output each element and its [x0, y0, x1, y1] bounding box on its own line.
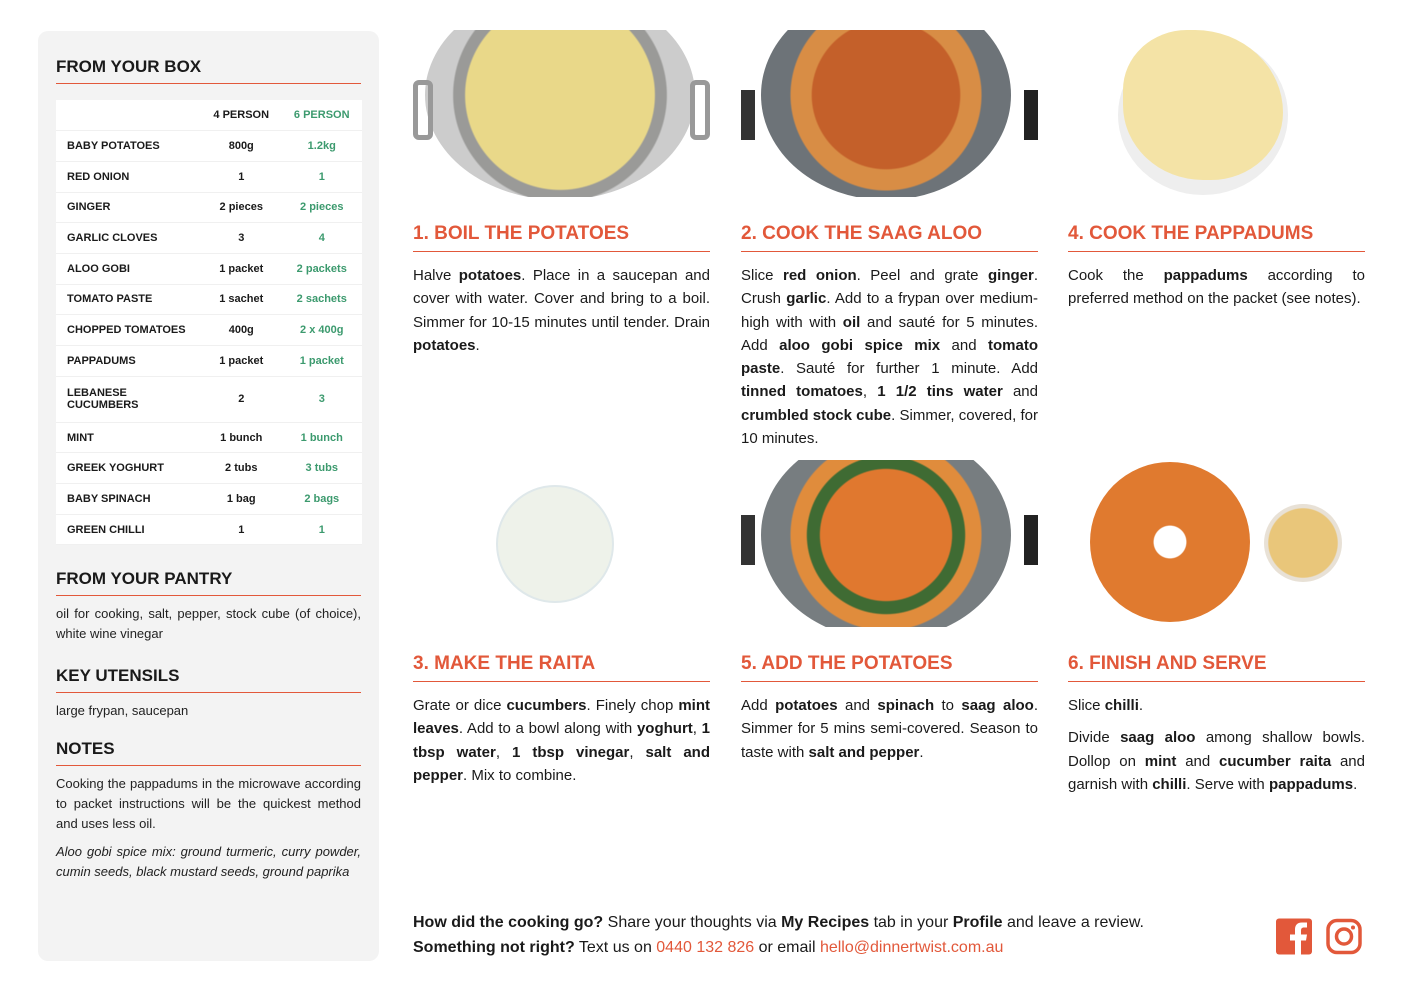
instruction-text: Grate or dice — [413, 697, 507, 714]
qty-4-person: 1 bag — [201, 484, 282, 515]
instruction-text: . Add to a bowl along with — [458, 720, 637, 738]
ingredient-highlight: yoghurt — [636, 720, 693, 738]
table-row — [56, 284, 362, 315]
column-header: 4 PERSON — [201, 100, 282, 131]
qty-6-person: 2 pieces — [282, 192, 363, 223]
ingredient-name: BABY SPINACH — [56, 484, 201, 515]
step-photo — [1068, 460, 1365, 627]
ingredient-highlight: mint — [1144, 752, 1177, 770]
instruction-text: , — [495, 743, 512, 761]
ingredient-highlight: salt and pepper — [808, 743, 920, 761]
qty-4-person: 1 packet — [201, 253, 282, 284]
ingredient-name: GARLIC CLOVES — [56, 223, 201, 254]
qty-6-person: 2 packets — [282, 253, 363, 284]
sidebar — [38, 31, 379, 961]
step-title: 2. COOK THE SAAG ALOO — [741, 223, 1038, 252]
ingredient-highlight: red onion — [783, 267, 857, 284]
step-instructions — [413, 694, 710, 787]
table-row — [56, 253, 362, 284]
step-6 — [1068, 460, 1365, 796]
column-header — [56, 100, 201, 131]
feedback-question: How did the cooking go? — [413, 914, 604, 931]
phone-link[interactable]: 0440 132 826 — [656, 939, 755, 956]
ingredient-name: BABY POTATOES — [56, 131, 201, 162]
qty-4-person: 3 — [201, 223, 282, 254]
step-2 — [741, 30, 1038, 450]
instruction-text: Add — [741, 697, 776, 714]
table-row — [56, 453, 362, 484]
ingredient-highlight: cucumber raita — [1219, 752, 1332, 770]
qty-6-person: 1 bunch — [282, 422, 363, 453]
instruction-text: . Simmer for 5 mins semi-covered. Season to taste with — [741, 697, 1038, 761]
step-instructions — [1068, 694, 1365, 796]
step-photo — [1068, 30, 1365, 197]
instruction-text: . Add to a frypan over medium-high with with — [741, 290, 1038, 331]
qty-6-person: 2 sachets — [282, 284, 363, 315]
instruction-text: . Peel and grate — [856, 267, 988, 284]
instruction-text: Slice — [1068, 697, 1105, 714]
column-header: 6 PERSON — [282, 100, 363, 131]
ingredient-highlight: chilli — [1104, 697, 1139, 714]
ingredient-highlight: chilli — [1152, 775, 1187, 793]
qty-6-person: 1.2kg — [282, 131, 363, 162]
qty-4-person: 1 packet — [201, 346, 282, 377]
instruction-text: , — [629, 743, 646, 761]
table-row — [56, 514, 362, 545]
step-photo — [413, 30, 710, 197]
ingredient-highlight: pappadums — [1163, 267, 1248, 284]
ingredient-highlight: aloo gobi spice mix — [779, 336, 941, 354]
instruction-text: Slice — [741, 267, 783, 284]
notes-title: NOTES — [56, 739, 361, 766]
step-title: 5. ADD THE POTATOES — [741, 653, 1038, 682]
ingredient-name: PAPPADUMS — [56, 346, 201, 377]
step-title: 4. COOK THE PAPPADUMS — [1068, 223, 1365, 252]
qty-4-person: 1 — [201, 161, 282, 192]
ingredient-highlight: crumbled stock cube — [741, 406, 892, 424]
ingredient-highlight: tomato paste — [741, 336, 1038, 378]
table-row — [56, 376, 362, 422]
table-row — [56, 315, 362, 346]
pantry-text: oil for cooking, salt, pepper, stock cube (of choice), white wine vinegar — [56, 606, 361, 642]
ingredient-highlight: mint leaves — [413, 697, 710, 738]
step-photo — [413, 460, 710, 627]
instruction-text: . Serve with — [1186, 775, 1269, 793]
qty-4-person: 2 pieces — [201, 192, 282, 223]
footer-text: tab in your — [869, 914, 953, 931]
instruction-text: . Crush — [741, 267, 1039, 308]
instruction-text: . Place in a saucepan and cover with water. Cover and bring to a boil. Simmer for 10-15 minutes until tender. Drain — [413, 267, 710, 331]
ingredient-highlight: 1 tbsp water — [413, 720, 710, 761]
utensils-title: KEY UTENSILS — [56, 666, 361, 693]
ingredient-name: MINT — [56, 422, 201, 453]
qty-6-person: 3 — [282, 376, 363, 422]
support-question: Something not right? — [413, 939, 575, 956]
footer — [413, 910, 1144, 960]
instruction-text: and garnish with — [1068, 752, 1365, 793]
ingredient-name: GREEK YOGHURT — [56, 453, 201, 484]
my-recipes-label: My Recipes — [781, 914, 870, 931]
step-3 — [1068, 30, 1365, 311]
ingredient-name: GINGER — [56, 192, 201, 223]
notes-text: Cooking the pappadums in the microwave according to packet instructions will be the quickest method and uses less oil. — [56, 776, 361, 832]
pantry-title: FROM YOUR PANTRY — [56, 569, 361, 596]
instruction-text: and — [837, 697, 878, 714]
qty-4-person: 1 — [201, 514, 282, 545]
ingredient-highlight: garlic — [786, 290, 827, 308]
ingredient-name: RED ONION — [56, 161, 201, 192]
qty-4-person: 1 sachet — [201, 284, 282, 315]
table-row — [56, 131, 362, 162]
instruction-text: according to preferred method on the packet (see notes). — [1068, 267, 1365, 308]
profile-label: Profile — [952, 914, 1003, 931]
ingredient-name: CHOPPED TOMATOES — [56, 315, 201, 346]
table-row — [56, 223, 362, 254]
ingredient-highlight: oil — [842, 313, 861, 331]
instruction-text: among shallow bowls. Dollop on — [1068, 729, 1365, 770]
ingredient-highlight: salt and pepper — [413, 743, 710, 784]
footer-text: and leave a review. — [1002, 914, 1144, 931]
ingredient-name: LEBANESE CUCUMBERS — [56, 376, 201, 422]
step-title: 1. BOIL THE POTATOES — [413, 223, 710, 252]
ingredient-highlight: potatoes — [413, 336, 476, 354]
ingredient-highlight: 1 tbsp vinegar — [512, 743, 630, 761]
instruction-text: . Mix to combine. — [463, 766, 577, 784]
table-row — [56, 422, 362, 453]
ingredient-highlight: saag aloo — [961, 697, 1034, 714]
table-header — [56, 100, 362, 131]
qty-6-person: 3 tubs — [282, 453, 363, 484]
qty-6-person: 1 — [282, 514, 363, 545]
step-title: 6. FINISH AND SERVE — [1068, 653, 1365, 682]
email-link[interactable]: hello@dinnertwist.com.au — [819, 939, 1004, 956]
notes-spice-mix: Aloo gobi spice mix: ground turmeric, curry powder, cumin seeds, black mustard seeds, ground paprika — [56, 844, 361, 880]
instruction-text: and — [1176, 752, 1220, 770]
instruction-text: Divide — [1068, 729, 1121, 747]
box-title: FROM YOUR BOX — [56, 57, 361, 84]
step-instructions — [413, 264, 710, 357]
instruction-text: . Sauté for further 1 minute. Add — [780, 360, 1038, 378]
qty-6-person: 1 packet — [282, 346, 363, 377]
table-row — [56, 346, 362, 377]
step-instructions — [1068, 264, 1365, 311]
ingredient-highlight: tinned tomatoes — [741, 383, 863, 401]
ingredient-name: TOMATO PASTE — [56, 284, 201, 315]
ingredient-highlight: cucumbers — [506, 697, 587, 714]
ingredient-highlight: pappadums — [1268, 775, 1354, 793]
step-title: 3. MAKE THE RAITA — [413, 653, 710, 682]
utensils-text: large frypan, saucepan — [56, 703, 189, 719]
ingredients-table — [56, 100, 362, 545]
qty-6-person: 2 x 400g — [282, 315, 363, 346]
instruction-text: . — [475, 336, 480, 354]
instruction-text: and — [1002, 383, 1038, 401]
instruction-text: Cook the — [1068, 267, 1164, 284]
step-photo — [741, 30, 1038, 197]
ingredient-highlight: potatoes — [458, 267, 522, 284]
table-row — [56, 192, 362, 223]
ingredient-highlight: saag aloo — [1120, 729, 1196, 747]
footer-text: Share your thoughts via — [603, 914, 782, 931]
step-instructions — [741, 264, 1038, 450]
instruction-text: and sauté for 5 minutes. Add — [741, 313, 1038, 354]
ingredient-highlight: ginger — [988, 267, 1034, 284]
qty-4-person: 2 — [201, 376, 282, 422]
ingredient-highlight: 1 1/2 tins water — [877, 383, 1003, 401]
qty-6-person: 2 bags — [282, 484, 363, 515]
instruction-text: . Finely chop — [586, 697, 679, 714]
step-photo — [741, 460, 1038, 627]
qty-6-person: 4 — [282, 223, 363, 254]
instruction-text: Halve — [413, 267, 459, 284]
instagram-icon[interactable] — [1326, 918, 1362, 955]
instruction-text: to — [934, 697, 962, 714]
instruction-text: . — [919, 743, 924, 761]
table-row — [56, 484, 362, 515]
footer-text: or email — [754, 939, 820, 956]
qty-4-person: 1 bunch — [201, 422, 282, 453]
step-5 — [741, 460, 1038, 764]
ingredient-highlight: potatoes — [775, 697, 838, 714]
qty-6-person: 1 — [282, 161, 363, 192]
table-row — [56, 161, 362, 192]
step-4 — [413, 460, 710, 787]
ingredient-name: GREEN CHILLI — [56, 514, 201, 545]
instruction-text: , — [692, 720, 702, 738]
instruction-text: and — [940, 336, 988, 354]
ingredient-highlight: spinach — [877, 697, 935, 714]
step-instructions — [741, 694, 1038, 764]
qty-4-person: 800g — [201, 131, 282, 162]
footer-text: Text us on — [574, 939, 657, 956]
facebook-icon[interactable] — [1276, 918, 1312, 955]
instruction-text: . — [1353, 775, 1358, 793]
qty-4-person: 400g — [201, 315, 282, 346]
instruction-text: . — [1138, 697, 1144, 714]
qty-4-person: 2 tubs — [201, 453, 282, 484]
step-1 — [413, 30, 710, 357]
instruction-text: . Simmer, covered, for 10 minutes. — [741, 406, 1038, 448]
ingredient-name: ALOO GOBI — [56, 253, 201, 284]
instruction-text: , — [862, 383, 878, 401]
